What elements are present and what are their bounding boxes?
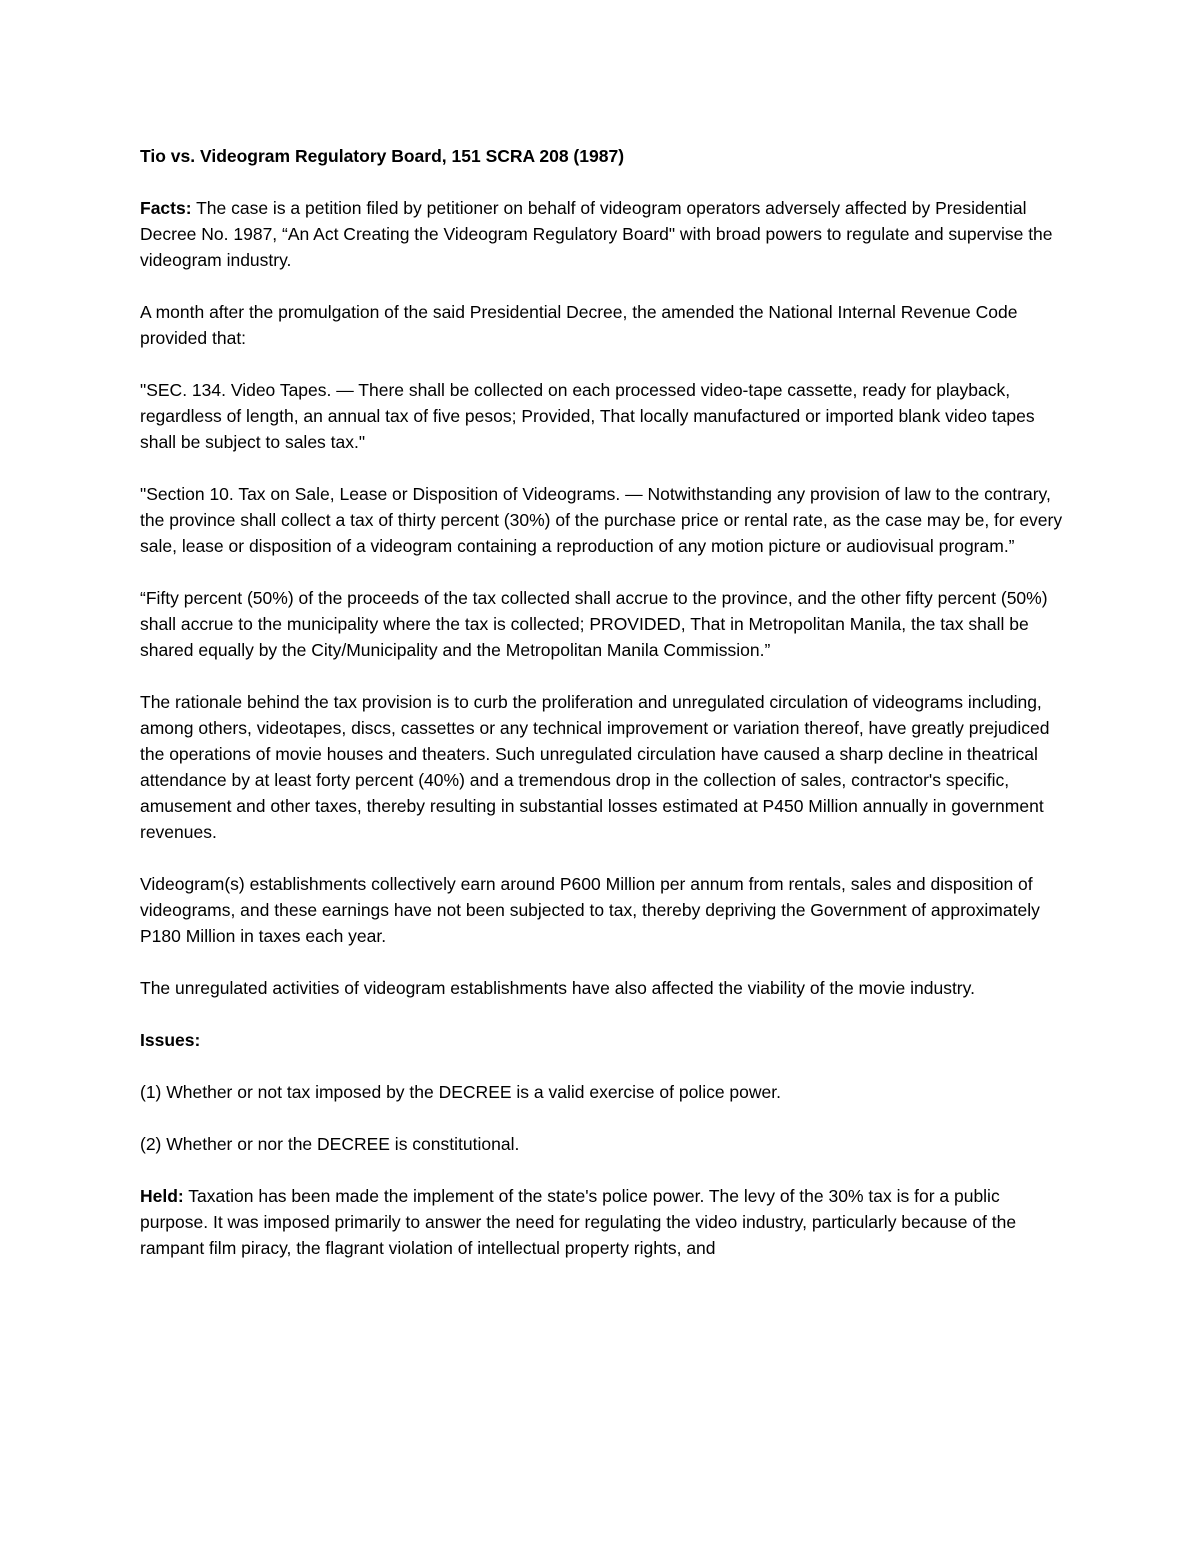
paragraph-section-10: "Section 10. Tax on Sale, Lease or Disposition of Videograms. — Notwithstanding any provision of law to the contrary, the province shall collect a tax of thirty percent (30%) of the purchase price or rental rate, as the case may be, for every sale, lease or disposition of a videogram containing a reproduction of any motion picture or audiovisual program.” xyxy=(140,484,1063,556)
paragraph-rationale: The rationale behind the tax provision is to curb the proliferation and unregulated circulation of videograms including, among others, videotapes, discs, cassettes or any technical improvement or variation thereof, have greatly prejudiced the operations of movie houses and theaters. Such unregulated circulation have caused a sharp decline in theatrical attendance by at least forty percent (40%) and a tremendous drop in the collection of sales, contractor's specific, amusement and other taxes, thereby resulting in substantial losses estimated at P450 Million annually in government revenues. xyxy=(140,692,1050,842)
paragraph-earnings: Videogram(s) establishments collectively earn around P600 Million per annum from rentals, sales and disposition of videograms, and these earnings have not been subjected to tax, thereby depriving the Government of approximately P180 Million in taxes each year. xyxy=(140,874,1040,946)
paragraph-fifty-percent: “Fifty percent (50%) of the proceeds of the tax collected shall accrue to the province, and the other fifty percent (50%) shall accrue to the municipality where the tax is collected; PROVIDED, That in Metropolitan Manila, the tax shall be shared equally by the City/Municipality and the Metropolitan Manila Commission.” xyxy=(140,588,1048,660)
document-body xyxy=(140,143,1070,1287)
facts-paragraph xyxy=(140,195,1070,273)
case-title: Tio vs. Videogram Regulatory Board, 151 SCRA 208 (1987) xyxy=(140,146,625,166)
facts-label: Facts: xyxy=(140,198,192,218)
held-text: Taxation has been made the implement of the state's police power. The levy of the 30% tax is for a public purpose. It was imposed primarily to answer the need for regulating the video industry, particularly because of the rampant film piracy, the flagrant violation of intellectual property rights, and xyxy=(140,1186,1017,1258)
paragraph-promulgation: A month after the promulgation of the said Presidential Decree, the amended the National Internal Revenue Code provided that: xyxy=(140,302,1018,348)
held-label: Held: xyxy=(140,1186,184,1206)
paragraph-viability: The unregulated activities of videogram establishments have also affected the viability of the movie industry. xyxy=(140,978,975,998)
issue-item-2: (2) Whether or nor the DECREE is constitutional. xyxy=(140,1134,520,1154)
paragraph-sec-134: "SEC. 134. Video Tapes. — There shall be collected on each processed video-tape cassette, ready for playback, regardless of length, an annual tax of five pesos; Provided, That locally manufactured or imported blank video tapes shall be subject to sales tax." xyxy=(140,380,1035,452)
issue-item-1: (1) Whether or not tax imposed by the DECREE is a valid exercise of police power. xyxy=(140,1082,781,1102)
issues-label: Issues: xyxy=(140,1030,201,1050)
held-paragraph xyxy=(140,1183,1070,1261)
facts-text: The case is a petition filed by petitioner on behalf of videogram operators adversely affected by Presidential Decree No. 1987, “An Act Creating the Videogram Regulatory Board" with broad powers to regulate and supervise the videogram industry. xyxy=(140,198,1053,270)
